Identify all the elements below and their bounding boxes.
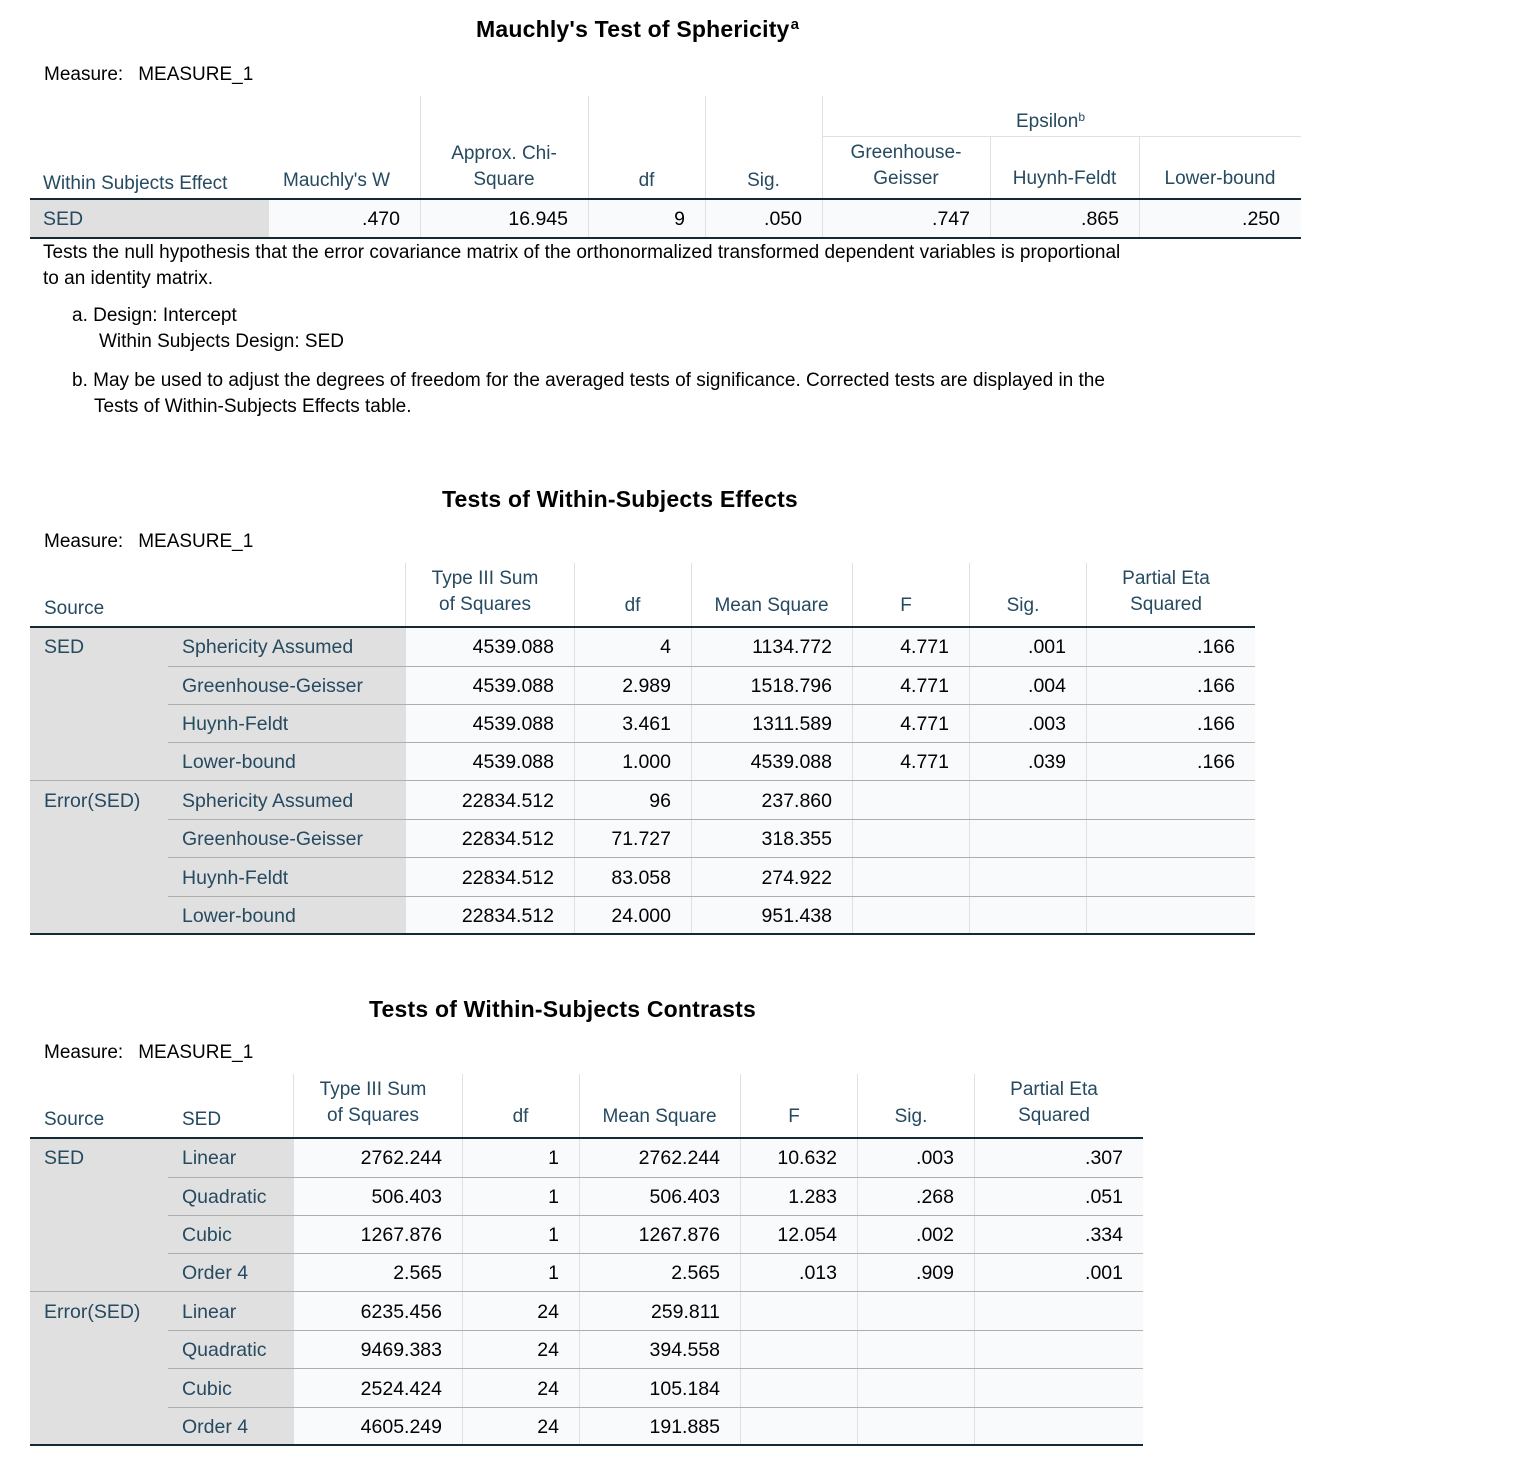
row-label: Sphericity Assumed — [182, 790, 354, 812]
cell-greenhouse-geisser: .747 — [932, 208, 970, 230]
row-label: Cubic — [182, 1224, 232, 1246]
row-label: SED — [43, 208, 84, 230]
header-epsilon: Epsilon$^b$ — [1016, 110, 1086, 132]
cell-ss: 4539.088 — [472, 713, 554, 735]
contrasts-measure — [44, 1042, 253, 1064]
cell-ss: 1267.876 — [360, 1224, 442, 1246]
cell-ss: 2.565 — [393, 1262, 442, 1284]
header-partial-eta: Partial Eta Squared — [1122, 568, 1210, 615]
header-df: df — [638, 170, 655, 191]
row-label: Huynh-Feldt — [182, 713, 289, 735]
cell-df: 9 — [674, 208, 685, 230]
cell-ss: 4605.249 — [360, 1416, 442, 1438]
cell-df: 1 — [548, 1224, 559, 1246]
cell-sig: .050 — [764, 208, 802, 230]
cell-mauchlys-w: .470 — [362, 208, 400, 230]
cell-ss: 22834.512 — [461, 867, 554, 889]
cell-df: 83.058 — [611, 867, 671, 889]
header-sig: Sig. — [747, 170, 780, 191]
cell-df: 2.989 — [622, 675, 671, 697]
header-within-subjects-effect: Within Subjects Effect — [43, 173, 228, 194]
cell-sig: .002 — [916, 1224, 954, 1246]
cell-ss: 22834.512 — [461, 905, 554, 927]
cell-ms: 259.811 — [650, 1301, 720, 1323]
cell-ms: 274.922 — [761, 867, 832, 889]
effects-measure — [44, 531, 253, 553]
cell-df: 1 — [548, 1147, 559, 1169]
cell-df: 4 — [660, 636, 671, 658]
cell-f: 4.771 — [900, 636, 949, 658]
cell-f: .013 — [799, 1262, 837, 1284]
cell-ms: 1518.796 — [750, 675, 832, 697]
row-label: Huynh-Feldt — [182, 867, 289, 889]
header-source: Source — [44, 598, 105, 619]
cell-approx-chi-square: 16.945 — [508, 208, 568, 230]
cell-ss: 22834.512 — [461, 790, 554, 812]
cell-ms: 105.184 — [649, 1378, 720, 1400]
footnote-main: Tests the null hypothesis that the error covariance matrix of the orthonormalized transformed dependent variables is proportional to an identity matrix. — [43, 242, 1121, 289]
header-df: df — [624, 595, 641, 616]
header-f: F — [900, 595, 912, 616]
group-source-sed: SED — [44, 1147, 85, 1169]
mauchly-title — [476, 16, 799, 43]
cell-df: 1 — [548, 1262, 559, 1284]
cell-ms: 2.565 — [671, 1262, 720, 1284]
cell-sig: .004 — [1028, 675, 1066, 697]
row-label: Order 4 — [182, 1262, 249, 1284]
mauchly-measure — [44, 64, 253, 86]
cell-ss: 4539.088 — [472, 636, 554, 658]
cell-eta: .166 — [1197, 675, 1235, 697]
cell-ms: 394.558 — [649, 1339, 720, 1361]
measure-label: Measure: — [44, 1042, 124, 1063]
epsilon-underline — [823, 136, 1301, 137]
header-lower-bound: Lower-bound — [1164, 168, 1276, 189]
measure-value: MEASURE_1 — [138, 531, 254, 552]
cell-df: 3.461 — [622, 713, 671, 735]
row-label: Lower-bound — [182, 751, 296, 773]
cell-lower-bound: .250 — [1242, 208, 1280, 230]
row-label: Greenhouse-Geisser — [182, 675, 364, 697]
cell-df: 24 — [537, 1301, 559, 1323]
header-sig: Sig. — [1006, 595, 1040, 616]
cell-ms: 1267.876 — [638, 1224, 720, 1246]
contrasts-title: Tests of Within-Subjects Contrasts — [369, 996, 756, 1022]
header-partial-eta: Partial Eta Squared — [1010, 1079, 1098, 1126]
row-label: Lower-bound — [182, 905, 296, 927]
cell-df: 24 — [537, 1416, 559, 1438]
cell-ss: 4539.088 — [472, 675, 554, 697]
mauchly-title-footnote-a: a — [790, 16, 800, 33]
cell-ms: 318.355 — [761, 828, 832, 850]
group-source-error: Error(SED) — [44, 1301, 141, 1323]
footnote-b: b. May be used to adjust the degrees of freedom for the averaged tests of significance. Corrected tests are displayed in the Tests of Within-Subjects Effects table. — [72, 370, 1105, 417]
cell-df: 24.000 — [611, 905, 671, 927]
effects-title: Tests of Within-Subjects Effects — [442, 486, 798, 512]
cell-f: 4.771 — [900, 713, 949, 735]
measure-label: Measure: — [44, 64, 124, 85]
row-label: Linear — [182, 1147, 237, 1169]
header-sed: SED — [182, 1109, 222, 1130]
group-source-sed: SED — [44, 636, 85, 658]
cell-eta: .166 — [1197, 751, 1235, 773]
header-mean-square: Mean Square — [714, 595, 829, 616]
row-label: Greenhouse-Geisser — [182, 828, 364, 850]
cell-ss: 9469.383 — [360, 1339, 442, 1361]
cell-sig: .039 — [1028, 751, 1066, 773]
header-f: F — [788, 1106, 800, 1127]
row-label: Sphericity Assumed — [182, 636, 354, 658]
cell-f: 4.771 — [900, 751, 949, 773]
cell-df: 1.000 — [622, 751, 671, 773]
cell-sig: .268 — [916, 1186, 954, 1208]
header-huynh-feldt: Huynh-Feldt — [1012, 168, 1117, 189]
measure-label: Measure: — [44, 531, 124, 552]
cell-huynh-feldt: .865 — [1081, 208, 1119, 230]
row-label: Cubic — [182, 1378, 232, 1400]
cell-sig: .001 — [1028, 636, 1066, 658]
header-type-iii-ss: Type III Sum of Squares — [319, 1079, 427, 1126]
row-label: Linear — [182, 1301, 237, 1323]
cell-ss: 506.403 — [371, 1186, 442, 1208]
cell-eta: .166 — [1197, 636, 1235, 658]
cell-df: 24 — [537, 1378, 559, 1400]
cell-ss: 4539.088 — [472, 751, 554, 773]
cell-eta: .334 — [1085, 1224, 1123, 1246]
header-type-iii-ss: Type III Sum of Squares — [431, 568, 539, 615]
cell-df: 24 — [537, 1339, 559, 1361]
cell-ms: 1134.772 — [752, 636, 832, 658]
cell-eta: .051 — [1085, 1186, 1123, 1208]
header-mean-square: Mean Square — [602, 1106, 717, 1127]
header-sig: Sig. — [894, 1106, 928, 1127]
cell-sig: .003 — [916, 1147, 954, 1169]
header-approx-chi: Approx. Chi- Square — [451, 143, 557, 190]
cell-ss: 2524.424 — [360, 1378, 442, 1400]
cell-ms: 237.860 — [761, 790, 832, 812]
cell-f: 4.771 — [900, 675, 949, 697]
header-source: Source — [44, 1109, 105, 1130]
cell-ss: 6235.456 — [360, 1301, 442, 1323]
row-label: Quadratic — [182, 1186, 267, 1208]
cell-df: 71.727 — [611, 828, 671, 850]
footnote-a: a. Design: Intercept Within Subjects Design: SED — [72, 305, 344, 352]
cell-df: 96 — [649, 790, 671, 812]
cell-ms: 2762.244 — [638, 1147, 720, 1169]
row-label: Order 4 — [182, 1416, 249, 1438]
mauchly-title-text: Mauchly's Test of Sphericity — [476, 16, 790, 42]
row-label: Quadratic — [182, 1339, 267, 1361]
cell-ms: 4539.088 — [750, 751, 832, 773]
cell-eta: .307 — [1085, 1147, 1123, 1169]
cell-eta: .166 — [1197, 713, 1235, 735]
header-greenhouse-geisser: Greenhouse- Geisser — [850, 142, 962, 189]
cell-ss: 22834.512 — [461, 828, 554, 850]
cell-ss: 2762.244 — [360, 1147, 442, 1169]
cell-df: 1 — [548, 1186, 559, 1208]
header-mauchlys-w: Mauchly's W — [283, 170, 391, 191]
measure-value: MEASURE_1 — [138, 64, 254, 85]
cell-sig: .909 — [916, 1262, 954, 1284]
measure-value: MEASURE_1 — [138, 1042, 254, 1063]
group-source-error: Error(SED) — [44, 790, 141, 812]
cell-ms: 506.403 — [649, 1186, 720, 1208]
cell-eta: .001 — [1085, 1262, 1123, 1284]
cell-ms: 1311.589 — [752, 713, 832, 735]
cell-ms: 951.438 — [761, 905, 832, 927]
cell-f: 12.054 — [777, 1224, 837, 1246]
cell-f: 10.632 — [777, 1147, 837, 1169]
cell-sig: .003 — [1028, 713, 1066, 735]
cell-ms: 191.885 — [649, 1416, 720, 1438]
header-df: df — [512, 1106, 529, 1127]
cell-f: 1.283 — [788, 1186, 837, 1208]
